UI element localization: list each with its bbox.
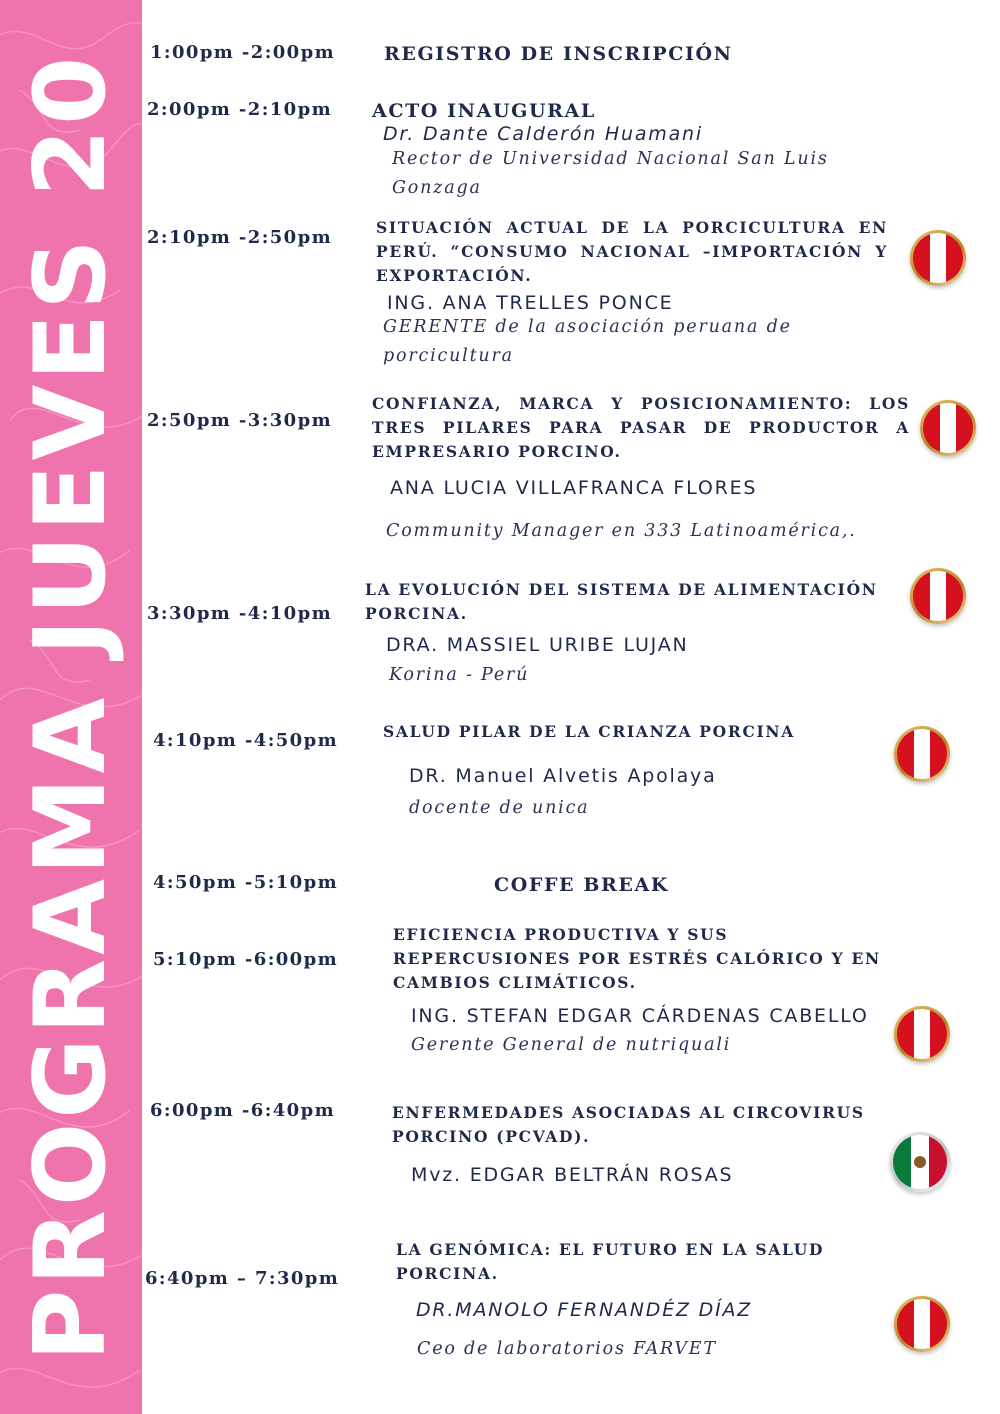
- peru-flag-icon: [894, 1296, 950, 1352]
- speaker-role: docente de unica: [409, 798, 590, 818]
- peru-flag-icon: [910, 230, 966, 286]
- time-slot: 1:00pm -2:00pm: [150, 42, 336, 63]
- speaker-name: ANA LUCIA VILLAFRANCA FLORES: [390, 477, 758, 499]
- time-slot: 2:50pm -3:30pm: [147, 410, 333, 431]
- peru-flag-icon: [910, 568, 966, 624]
- speaker-name: Mvz. EDGAR BELTRÁN ROSAS: [411, 1164, 734, 1186]
- speaker-role: Ceo de laboratorios FARVET: [417, 1339, 717, 1359]
- speaker-name: ING. ANA TRELLES PONCE: [387, 292, 674, 314]
- speaker-role: Community Manager en 333 Latinoamérica,.: [386, 521, 857, 541]
- time-slot: 3:30pm -4:10pm: [147, 603, 333, 624]
- session-title: REGISTRO DE INSCRIPCIÓN: [384, 43, 733, 65]
- speaker-name: Dr. Dante Calderón Huamani: [383, 123, 703, 145]
- session-title: ENFERMEDADES ASOCIADAS AL CIRCOVIRUS PORCINO (PCVAD).: [392, 1103, 865, 1146]
- speaker-name: DRA. MASSIEL URIBE LUJAN: [386, 634, 689, 656]
- speaker-role: Korina - Perú: [389, 665, 530, 685]
- time-slot: 2:00pm -2:10pm: [147, 99, 333, 120]
- session-title: CONFIANZA, MARCA Y POSICIONAMIENTO: LOS TRES PILARES PARA PASAR DE PRODUCTOR A EMPRESARIO PORCINO.: [372, 394, 910, 461]
- time-slot: 6:40pm – 7:30pm: [145, 1268, 340, 1289]
- peru-flag-icon: [920, 400, 976, 456]
- session-title: LA GENÓMICA: EL FUTURO EN LA SALUD PORCINA.: [396, 1240, 825, 1283]
- speaker-role: Rector de Universidad Nacional San Luis Gonzaga: [392, 149, 829, 198]
- session-title: EFICIENCIA PRODUCTIVA Y SUS REPERCUSIONES POR ESTRÉS CALÓRICO Y EN CAMBIOS CLIMÁTICOS.: [393, 925, 881, 992]
- session-title: ACTO INAUGURAL: [372, 100, 596, 122]
- time-slot: 4:10pm -4:50pm: [153, 730, 339, 751]
- time-slot: 2:10pm -2:50pm: [147, 227, 333, 248]
- time-slot: 4:50pm -5:10pm: [153, 872, 339, 893]
- speaker-role: GERENTE de la asociación peruana de porcicultura: [383, 317, 792, 366]
- speaker-name: DR. Manuel Alvetis Apolaya: [409, 765, 717, 787]
- session-title: SITUACIÓN ACTUAL DE LA PORCICULTURA EN PERÚ. “CONSUMO NACIONAL –IMPORTACIÓN Y EXPORTACIÓN.: [376, 218, 888, 285]
- session-title: COFFE BREAK: [494, 874, 669, 896]
- mexico-flag-icon: [890, 1132, 950, 1192]
- sidebar-band: [0, 0, 142, 1414]
- session-title: LA EVOLUCIÓN DEL SISTEMA DE ALIMENTACIÓN PORCINA.: [365, 580, 878, 623]
- session-title: SALUD PILAR DE LA CRIANZA PORCINA: [383, 722, 796, 741]
- time-slot: 5:10pm -6:00pm: [153, 949, 339, 970]
- time-slot: 6:00pm -6:40pm: [150, 1100, 336, 1121]
- speaker-name: ING. STEFAN EDGAR CÁRDENAS CABELLO: [411, 1005, 869, 1027]
- program-title: PROGRAMA JUEVES 20: [14, 52, 128, 1362]
- peru-flag-icon: [894, 726, 950, 782]
- speaker-name: DR.MANOLO FERNANDÉZ DÍAZ: [416, 1299, 753, 1321]
- speaker-role: Gerente General de nutriquali: [411, 1035, 732, 1055]
- peru-flag-icon: [894, 1006, 950, 1062]
